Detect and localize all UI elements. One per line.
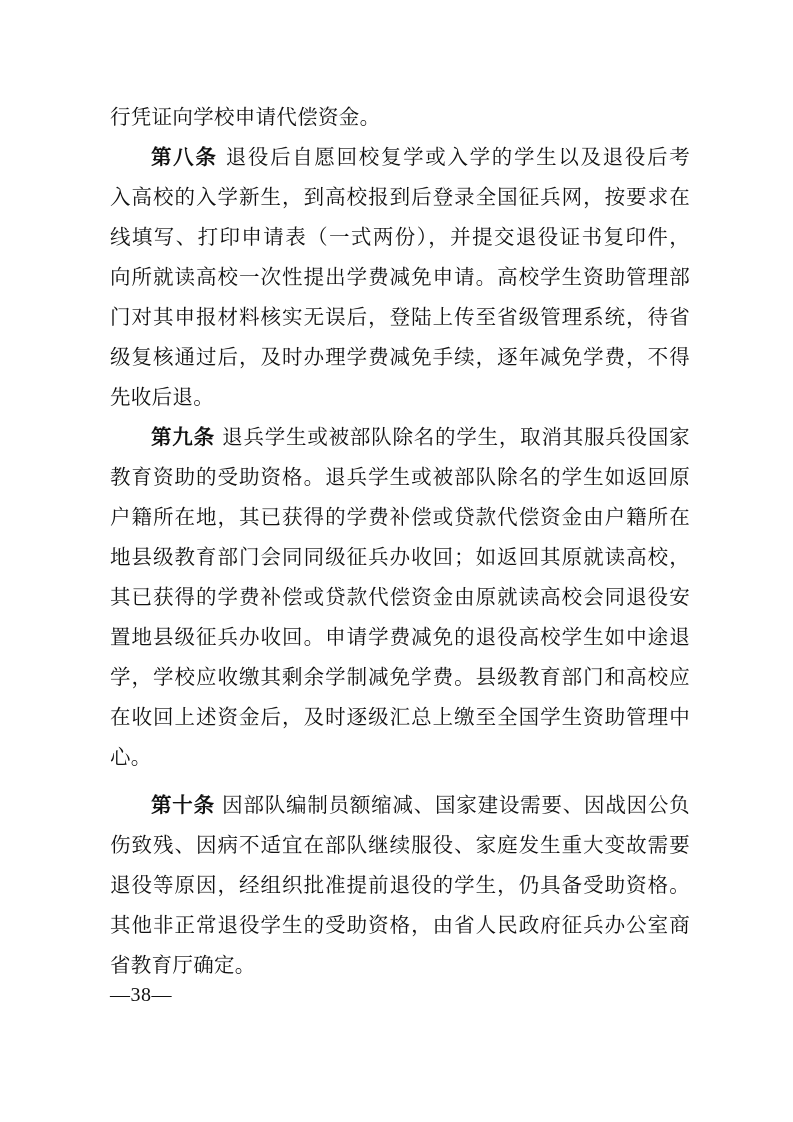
article-line: 在收回上述资金后，及时逐级汇总上缴至全国学生资助管理中 [110,705,690,729]
article-line: 学，学校应收缴其剩余学制减免学费。县级教育部门和高校应 [110,665,690,689]
article-line: 户籍所在地，其已获得的学费补偿或贷款代偿资金由户籍所在 [110,505,690,529]
article-heading: 第十条 [151,793,215,817]
article-line: 地县级教育部门会同同级征兵办收回；如返回其原就读高校， [110,545,690,569]
article-line: 先收后退。 [110,385,214,409]
article-line: 线填写、打印申请表（一式两份），并提交退役证书复印件， [110,225,690,249]
article-heading: 第八条 [151,145,218,169]
document-body [110,97,690,985]
article-first-line [110,417,690,457]
article-first-line [110,137,690,177]
article-line: 心。 [110,745,152,769]
article-line: 其他非正常退役学生的受助资格，由省人民政府征兵办公室商 [110,913,690,937]
article-heading: 第九条 [151,425,215,449]
article-line: 退役等原因，经组织批准提前退役的学生，仍具备受助资格。 [110,873,690,897]
article-text: 因部队编制员额缩减、国家建设需要、因战因公负 [222,793,690,817]
article-line: 门对其申报材料核实无误后，登陆上传至省级管理系统，待省 [110,305,690,329]
paragraph-gap [110,777,690,785]
article-line: 教育资助的受助资格。退兵学生或被部队除名的学生如返回原 [110,465,690,489]
article-text: 退役后自愿回校复学或入学的学生以及退役后考 [225,145,690,169]
article-line: 置地县级征兵办收回。申请学费减免的退役高校学生如中途退 [110,625,690,649]
article-line: 省教育厅确定。 [110,953,256,977]
paragraph-continuation-line: 行凭证向学校申请代偿资金。 [110,105,381,129]
article-first-line [110,785,690,825]
page-number: —38— [110,984,172,1006]
article-9 [110,417,690,777]
article-line: 其已获得的学费补偿或贷款代偿资金由原就读高校会同退役安 [110,585,690,609]
article-text: 退兵学生或被部队除名的学生，取消其服兵役国家 [222,425,690,449]
article-10 [110,785,690,985]
article-8 [110,137,690,417]
article-line: 向所就读高校一次性提出学费减免申请。高校学生资助管理部 [110,265,690,289]
article-line: 级复核通过后，及时办理学费减免手续，逐年减免学费，不得 [110,345,690,369]
article-line: 入高校的入学新生，到高校报到后登录全国征兵网，按要求在 [110,185,690,209]
article-line: 伤致残、因病不适宜在部队继续服役、家庭发生重大变故需要 [110,833,690,857]
